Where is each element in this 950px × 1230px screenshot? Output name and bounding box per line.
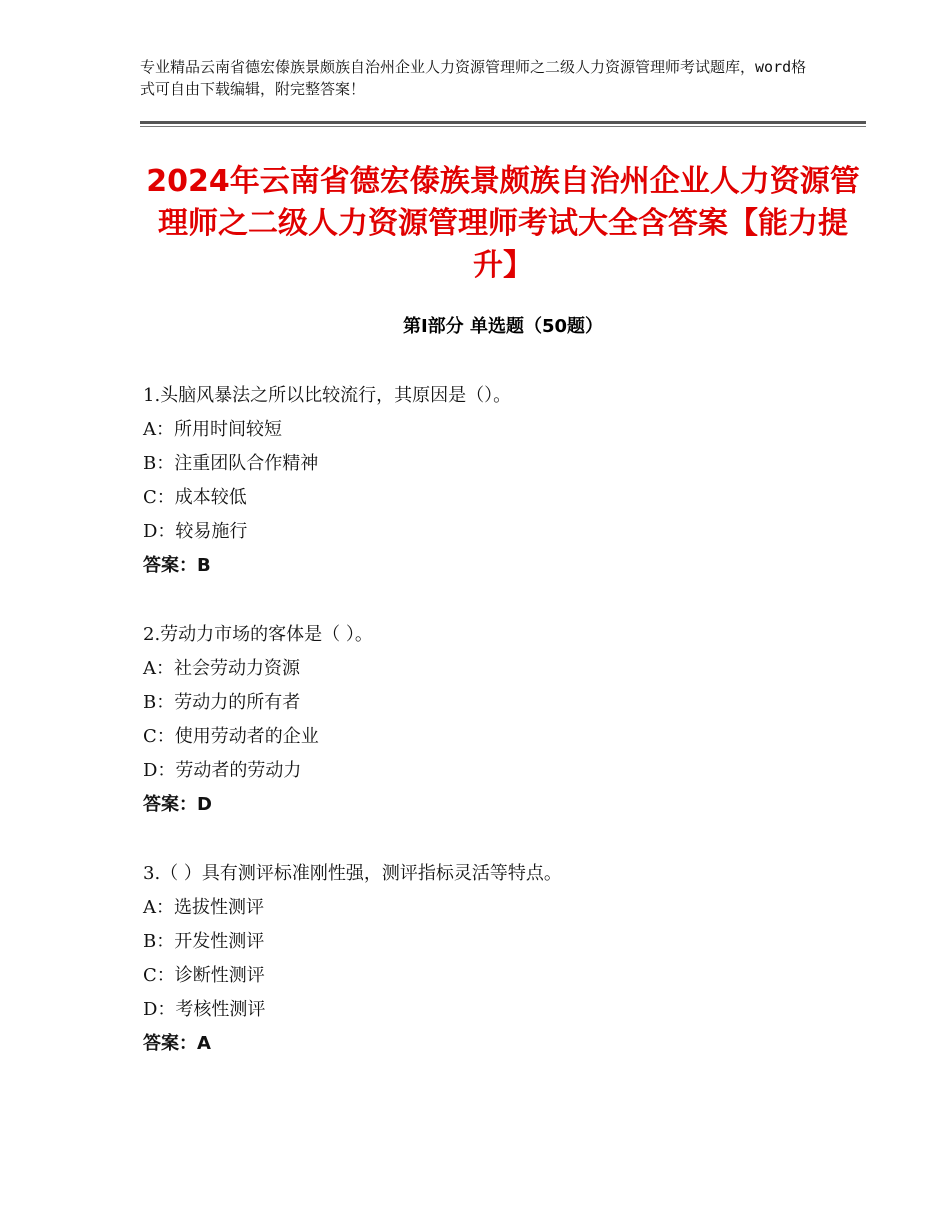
question-block bbox=[143, 379, 843, 583]
answer-line: 答案：D bbox=[143, 794, 212, 815]
question-stem: 1.头脑风暴法之所以比较流行，其原因是（）。 bbox=[143, 385, 512, 406]
question-block bbox=[143, 857, 843, 1061]
header-divider-thick bbox=[140, 121, 866, 124]
option-b: B：劳动力的所有者 bbox=[143, 692, 301, 713]
option-a: A：选拔性测评 bbox=[143, 897, 264, 918]
section-heading: 第Ⅰ部分 单选题（50题） bbox=[402, 316, 603, 337]
option-a: A：所用时间较短 bbox=[143, 419, 282, 440]
question-stem: 3.（ ）具有测评标准刚性强，测评指标灵活等特点。 bbox=[143, 863, 562, 884]
question-stem: 2.劳动力市场的客体是（ ）。 bbox=[143, 624, 373, 645]
option-d: D：较易施行 bbox=[143, 521, 248, 542]
option-c: C：使用劳动者的企业 bbox=[143, 726, 319, 747]
option-b: B：注重团队合作精神 bbox=[143, 453, 319, 474]
header-divider-thin bbox=[140, 126, 866, 127]
option-b: B：开发性测评 bbox=[143, 931, 265, 952]
header-note: 专业精品云南省德宏傣族景颇族自治州企业人力资源管理师之二级人力资源管理师考试题库，word格式可自由下载编辑，附完整答案！ bbox=[140, 58, 807, 98]
document-title: 2024年云南省德宏傣族景颇族自治州企业人力资源管理师之二级人力资源管理师考试大全含答案【能力提升】 bbox=[146, 164, 860, 283]
question-block bbox=[143, 618, 843, 822]
answer-line: 答案：B bbox=[143, 555, 211, 576]
option-a: A：社会劳动力资源 bbox=[143, 658, 300, 679]
answer-line: 答案：A bbox=[143, 1033, 211, 1054]
option-c: C：诊断性测评 bbox=[143, 965, 265, 986]
option-d: D：劳动者的劳动力 bbox=[143, 760, 302, 781]
option-c: C：成本较低 bbox=[143, 487, 247, 508]
option-d: D：考核性测评 bbox=[143, 999, 266, 1020]
